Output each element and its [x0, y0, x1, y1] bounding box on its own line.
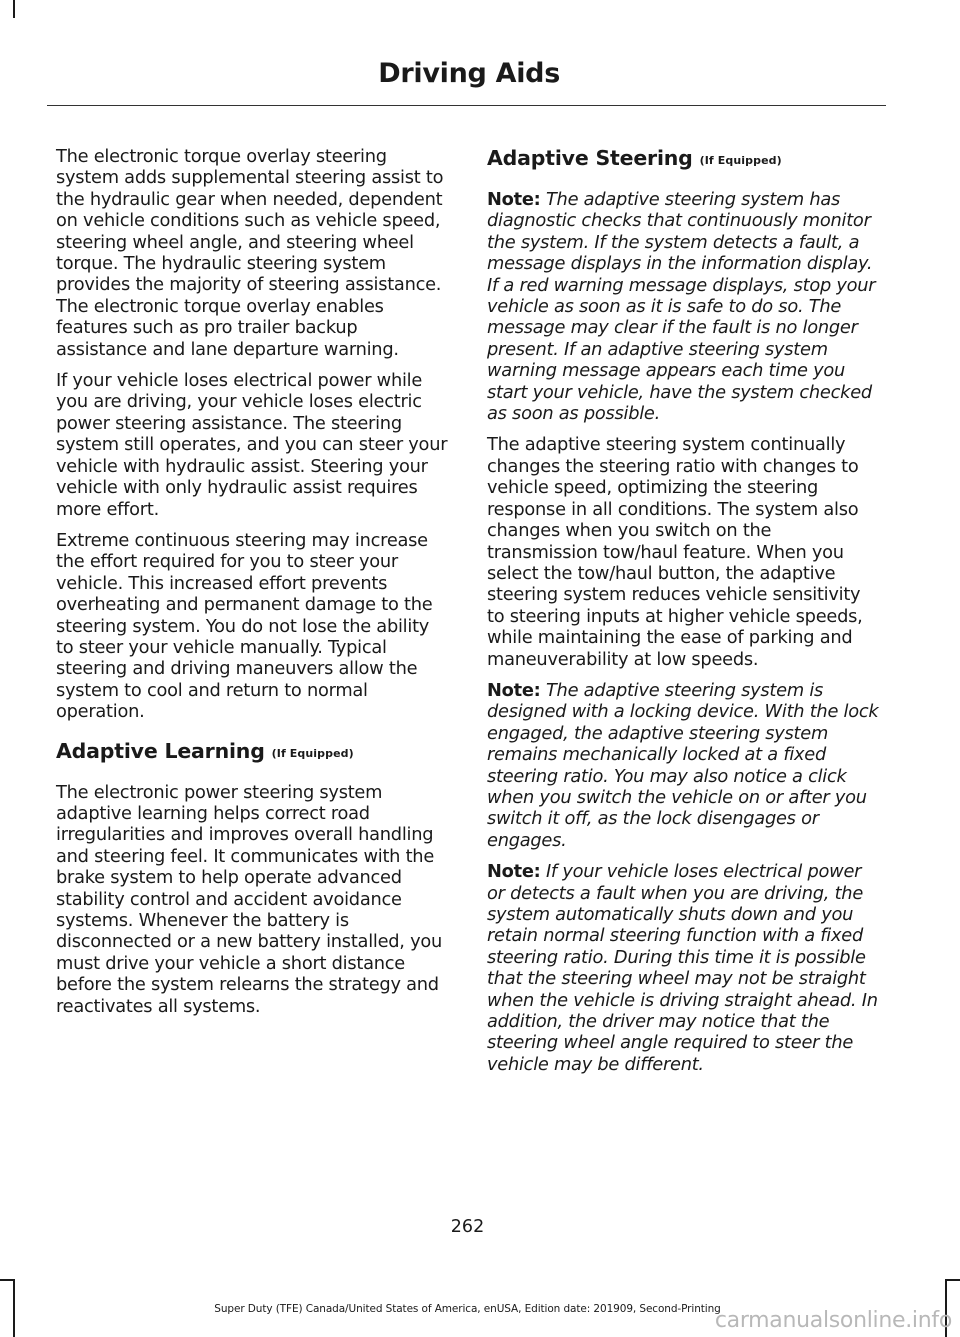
note-label: Note:: [487, 189, 541, 210]
crop-mark-bottom-right-horizontal: [945, 1279, 960, 1281]
paragraph-adaptive-learning: The electronic power steering system adaptive learning helps correct road irregularities and improves overall handling and steering feel. It communicates with the brake system to help operate advanced stability control and accident avoidance systems. Whenever the battery is disconnected or a new battery installed, you must drive your vehicle a short distance before the system relearns the strategy and reactivates all systems.: [56, 781, 443, 1017]
note-text: The adaptive steering system is designed with a locking device. With the lock engaged, the adaptive steering system remains mechanically locked at a fixed steering ratio. You may also notice a click when you switch the vehicle on or after you switch it off, as the lock disengages or engages.: [487, 679, 879, 851]
right-column: [487, 146, 880, 1085]
header-divider: [47, 105, 886, 106]
note-power-loss: [487, 861, 880, 1075]
note-label: Note:: [487, 679, 541, 701]
note-text: The adaptive steering system has diagnostic checks that continuously monitor the system. If the system detects a fault, a message displays in the information display. If a red warning message displays, stop your vehicle as soon as it is safe to do so. The message may clear if the fault is no longer present. If an adaptive steering system warning message appears each time you start your vehicle, have the system checked as soon as possible.: [487, 189, 876, 425]
heading-tag: (If Equipped): [699, 154, 782, 167]
heading-text: Adaptive Learning: [56, 738, 265, 763]
paragraph-steering-ratio: The adaptive steering system continually changes the steering ratio with changes to vehicle speed, optimizing the steering response in all conditions. The system also changes when you switch on the transmission tow/haul feature. When you select the tow/haul button, the adaptive steering system reduces vehicle sensitivity to steering inputs at higher vehicle speeds, while maintaining the ease of parking and maneuverability at low speeds.: [487, 434, 863, 670]
watermark: carmanualsonline.info: [714, 1308, 952, 1333]
left-column: [56, 146, 449, 1027]
heading-tag: (If Equipped): [271, 746, 354, 760]
note-locking-device: [487, 680, 880, 851]
section-heading-adaptive-learning: [56, 739, 449, 766]
crop-mark-top-left-vertical: [13, 0, 15, 18]
note-text: If your vehicle loses electrical power or detects a fault when you are driving, the system automatically shuts down and you retain normal steering function with a fixed steering ratio. During this time it is possible that the steering wheel may not be straight when the vehicle is driving straight ahead. In addition, the driver may notice that the steering wheel angle required to steer the vehicle may be different.: [487, 861, 878, 1075]
heading-text: Adaptive Steering: [487, 146, 693, 170]
note-diagnostics: [487, 189, 880, 424]
section-heading-adaptive-steering: [487, 146, 880, 173]
crop-mark-bottom-left-horizontal: [0, 1279, 15, 1281]
page-number: 262: [450, 1217, 485, 1237]
paragraph-torque-overlay: The electronic torque overlay steering system adds supplemental steering assist to the hydraulic gear when needed, dependent on vehicle conditions such as vehicle speed, steering wheel angle, and steering wheel torque. The hydraulic steering system provides the majority of steering assistance. The electronic torque overlay enables features such as pro trailer backup assistance and lane departure warning.: [56, 146, 444, 360]
note-label: Note:: [487, 861, 541, 883]
page-title: Driving Aids: [378, 58, 560, 89]
paragraph-extreme-steering: Extreme continuous steering may increase the effort required for you to steer your vehicle. This increased effort prevents overheating and permanent damage to the steering system. You do not lose the ability to steer your vehicle manually. Typical steering and driving maneuvers allow the system to cool and return to normal operation.: [56, 529, 433, 723]
footer-edition-info: Super Duty (TFE) Canada/United States of America, enUSA, Edition date: 201909, Second-Printing: [214, 1303, 721, 1315]
paragraph-power-loss: If your vehicle loses electrical power while you are driving, your vehicle loses electric power steering assistance. The steering system still operates, and you can steer your vehicle with hydraulic assist. Steering your vehicle with only hydraulic assist requires more effort.: [56, 370, 448, 520]
